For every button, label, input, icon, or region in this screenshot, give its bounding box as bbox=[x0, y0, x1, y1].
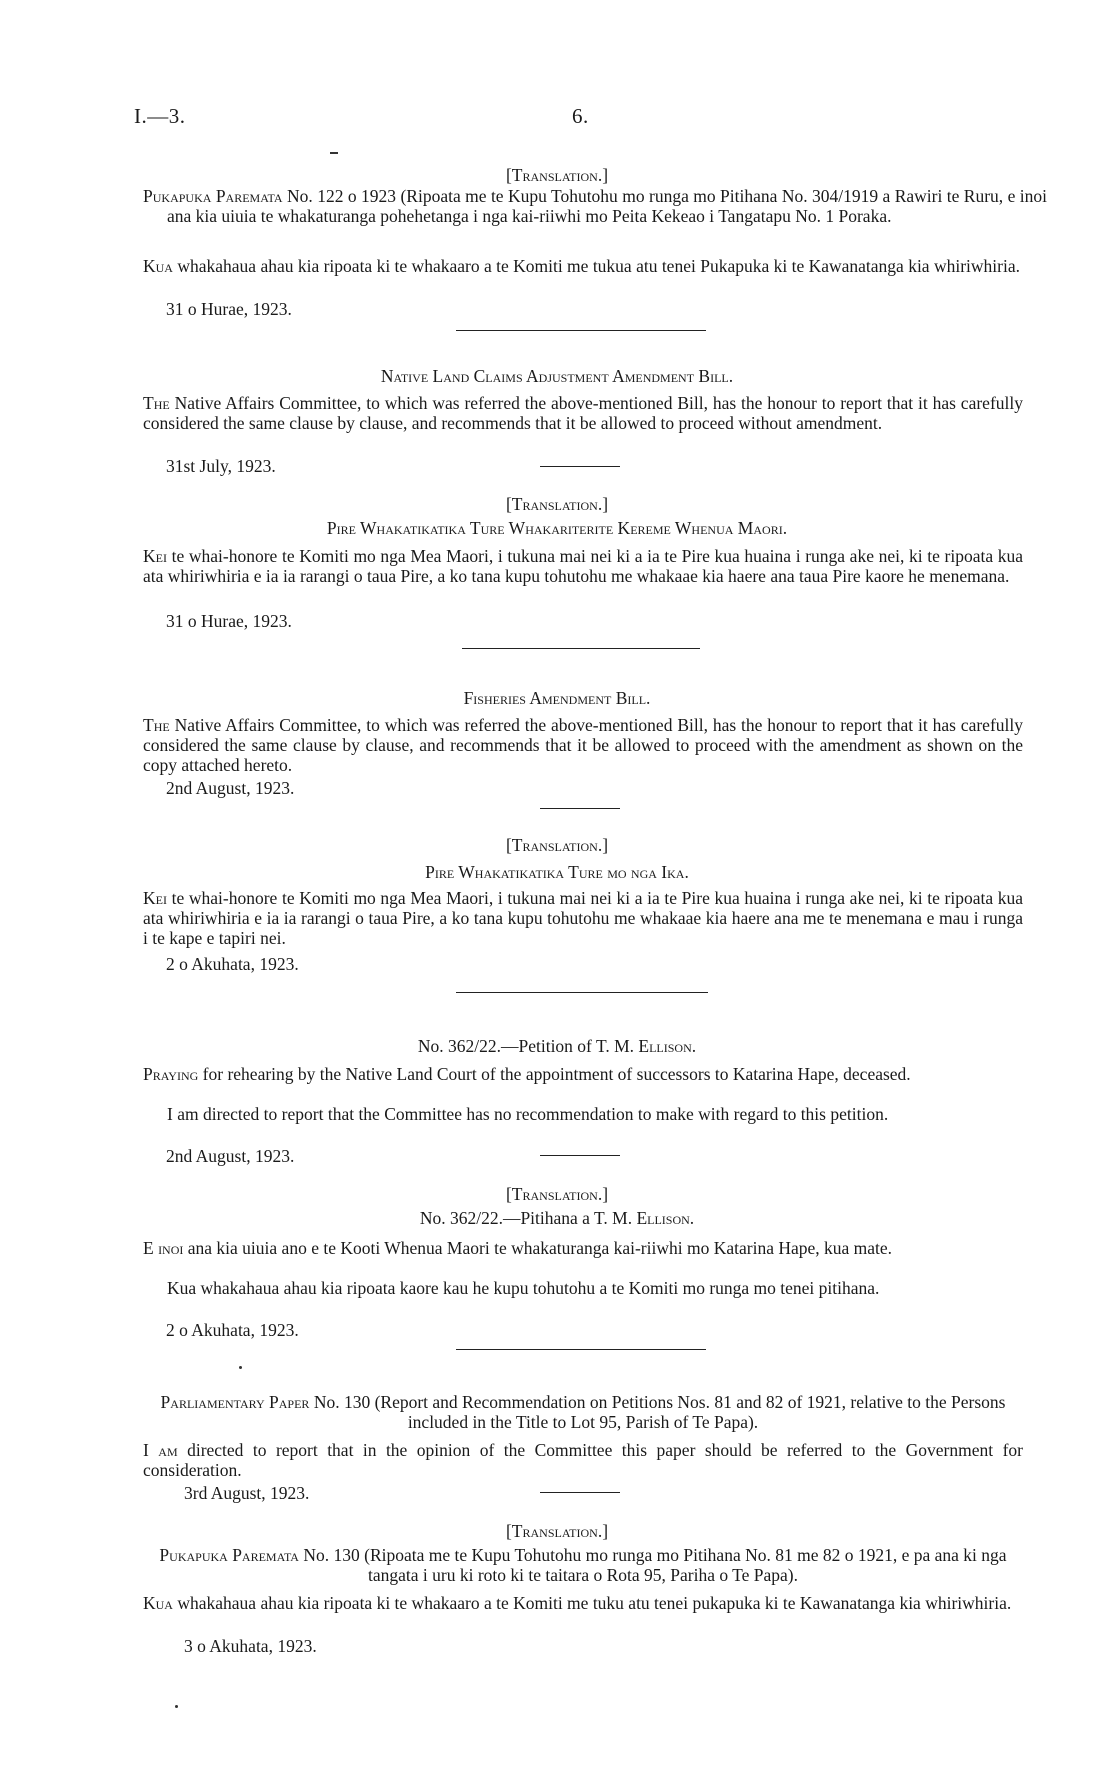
short-divider bbox=[540, 1155, 620, 1156]
paragraph-text: No. 122 o 1923 (Ripoata me te Kupu Tohutohu mo runga mo Pitihana No. 304/1919 a Rawiri te Ruru, e inoi ana kia uiuia te whakaturanga pohehetanga i nga kai-riiwhi mo Peita Kekeao i Tangatapu No. 1 Poraka. bbox=[167, 186, 1048, 226]
ellison-maori-inoi-paragraph bbox=[143, 1238, 1023, 1258]
paper-130-report-paragraph bbox=[143, 1440, 1023, 1480]
date-line: 3rd August, 1923. bbox=[184, 1483, 310, 1503]
paragraph-text: te whai-honore te Komiti mo nga Mea Maori, i tukuna mai nei ki a ia te Pire kua huaina i runga ake nei, ki te ripoata kua ata whiriwhiria e ia ia rarangi o taua Pire, a ko tana kupu tohutohu me whakaae kia haere ana taua Pire kaore he menemana. bbox=[143, 546, 1023, 586]
translation-heading: [Translation.] bbox=[505, 1521, 609, 1541]
translation-heading: [Translation.] bbox=[505, 165, 609, 185]
date-line: 31 o Hurae, 1923. bbox=[166, 299, 292, 319]
paragraph-text: te whai-honore te Komiti mo nga Mea Maori, i tukuna mai nei ki a ia te Pire kua huaina i runga ake nei, ki te ripoata kua ata whiriwhiria e ia ia rarangi o taua Pire, a ko tana kupu tohutohu me whakaae kia haere ana me te menemana e mau i runga i te kape e tapiri nei. bbox=[143, 888, 1023, 948]
lead-words: Pukapuka Paremata bbox=[143, 186, 283, 206]
maori-bill-title: Pire Whakatikatika Ture Whakariterite Kereme Whenua Maori. bbox=[326, 518, 788, 538]
scan-mark bbox=[239, 1366, 242, 1369]
section-divider bbox=[456, 330, 706, 331]
lead-words: Kei bbox=[143, 888, 167, 908]
section-divider bbox=[456, 992, 708, 993]
date-line: 2 o Akuhata, 1923. bbox=[166, 1320, 299, 1340]
lead-words: The bbox=[143, 393, 170, 413]
petition-number: No. 362/22.—Pitihana a T. M. bbox=[419, 1208, 633, 1228]
paragraph-text: whakahaua ahau kia ripoata ki te whakaaro a te Komiti me tukua atu tenei Pukapuka ki te Kawanatanga kia whiriwhiria. bbox=[177, 256, 1020, 276]
short-divider bbox=[540, 466, 620, 467]
paragraph-text: directed to report that in the opinion of the Committee this paper should be referred to the Government for consideration. bbox=[143, 1440, 1023, 1480]
maori-report-paragraph bbox=[143, 888, 1023, 948]
section-divider bbox=[456, 1349, 706, 1350]
paragraph-text: ana kia uiuia ano e te Kooti Whenua Maori te whakaturanga kai-riiwhi mo Katarina Hape, kua mate. bbox=[187, 1238, 893, 1258]
lead-words: Parliamentary Paper bbox=[160, 1392, 310, 1412]
petitioner-name: Ellison. bbox=[638, 1036, 697, 1056]
page-number: 6. bbox=[572, 104, 589, 128]
date-line: 3 o Akuhata, 1923. bbox=[184, 1636, 317, 1656]
translation-heading: [Translation.] bbox=[505, 835, 609, 855]
translation-heading: [Translation.] bbox=[505, 1184, 609, 1204]
date-line: 2nd August, 1923. bbox=[166, 778, 295, 798]
date-line: 31 o Hurae, 1923. bbox=[166, 611, 292, 631]
ellison-maori-report-paragraph: Kua whakahaua ahau kia ripoata kaore kau he kupu tohutohu a te Komiti mo runga mo tenei pitihana. bbox=[167, 1278, 880, 1298]
lead-words: Pukapuka Paremata bbox=[159, 1545, 299, 1565]
date-line: 2 o Akuhata, 1923. bbox=[166, 954, 299, 974]
native-land-report-paragraph bbox=[143, 393, 1023, 433]
paper-130-maori-heading bbox=[145, 1545, 1021, 1585]
paragraph-text: No. 130 (Ripoata me te Kupu Tohutohu mo runga mo Pitihana No. 81 me 82 o 1921, e pa ana ki nga tangata i uru ki roto ki te taitara o Rota 95, Pariha o Te Papa). bbox=[303, 1545, 1007, 1585]
lead-words: Kua bbox=[143, 256, 173, 276]
ellison-maori-title bbox=[0, 1208, 1114, 1229]
paragraph-text: whakahaua ahau kia ripoata ki te whakaaro a te Komiti me tuku atu tenei pukapuka ki te Kawanatanga kia whiriwhiria. bbox=[177, 1593, 1012, 1613]
petitioner-name: Ellison. bbox=[636, 1208, 695, 1228]
petition-number: No. 362/22.—Petition of T. M. bbox=[417, 1036, 635, 1056]
short-divider bbox=[540, 808, 620, 809]
native-land-bill-title: Native Land Claims Adjustment Amendment Bill. bbox=[380, 366, 734, 386]
maori-bill-title: Pire Whakatikatika Ture mo nga Ika. bbox=[425, 862, 689, 882]
translation-heading: [Translation.] bbox=[505, 494, 609, 514]
date-line: 2nd August, 1923. bbox=[166, 1146, 295, 1166]
paper-130-heading bbox=[145, 1392, 1021, 1432]
lead-words: I am bbox=[143, 1440, 178, 1460]
paragraph-text: for rehearing by the Native Land Court of the appointment of successors to Katarina Hape, deceased. bbox=[202, 1064, 911, 1084]
lead-words: E inoi bbox=[143, 1238, 184, 1258]
date-line: 31st July, 1923. bbox=[166, 456, 276, 476]
short-divider bbox=[540, 1492, 620, 1493]
section-divider bbox=[462, 648, 700, 649]
fisheries-report-paragraph bbox=[143, 715, 1023, 775]
kua-whakahaua-paragraph bbox=[143, 256, 1023, 276]
lead-words: Kua bbox=[143, 1593, 173, 1613]
paragraph-text: No. 130 (Report and Recommendation on Petitions Nos. 81 and 82 of 1921, relative to the Persons included in the Title to Lot 95, Parish of Te Papa). bbox=[313, 1392, 1006, 1432]
maori-report-paragraph bbox=[143, 546, 1023, 586]
scan-mark bbox=[175, 1705, 178, 1708]
paper-reference: I.—3. bbox=[134, 104, 186, 128]
lead-words: Praying bbox=[143, 1064, 199, 1084]
fisheries-bill-title: Fisheries Amendment Bill. bbox=[463, 688, 651, 708]
pukapuka-122-paragraph bbox=[143, 186, 1047, 226]
ellison-report-paragraph: I am directed to report that the Committee has no recommendation to make with regard to this petition. bbox=[167, 1104, 889, 1124]
ellison-praying-paragraph bbox=[143, 1064, 1023, 1084]
ellison-petition-title bbox=[0, 1036, 1114, 1057]
scan-mark bbox=[330, 152, 338, 154]
lead-words: Kei bbox=[143, 546, 167, 566]
paragraph-text: Native Affairs Committee, to which was referred the above-mentioned Bill, has the honour to report that it has carefully considered the same clause by clause, and recommends that it be allowed to proceed with the amendment as shown on the copy attached hereto. bbox=[143, 715, 1023, 775]
lead-words: The bbox=[143, 715, 170, 735]
paper-130-maori-paragraph bbox=[143, 1593, 1023, 1613]
paragraph-text: Native Affairs Committee, to which was referred the above-mentioned Bill, has the honour to report that it has carefully considered the same clause by clause, and recommends that it be allowed to proceed without amendment. bbox=[143, 393, 1023, 433]
